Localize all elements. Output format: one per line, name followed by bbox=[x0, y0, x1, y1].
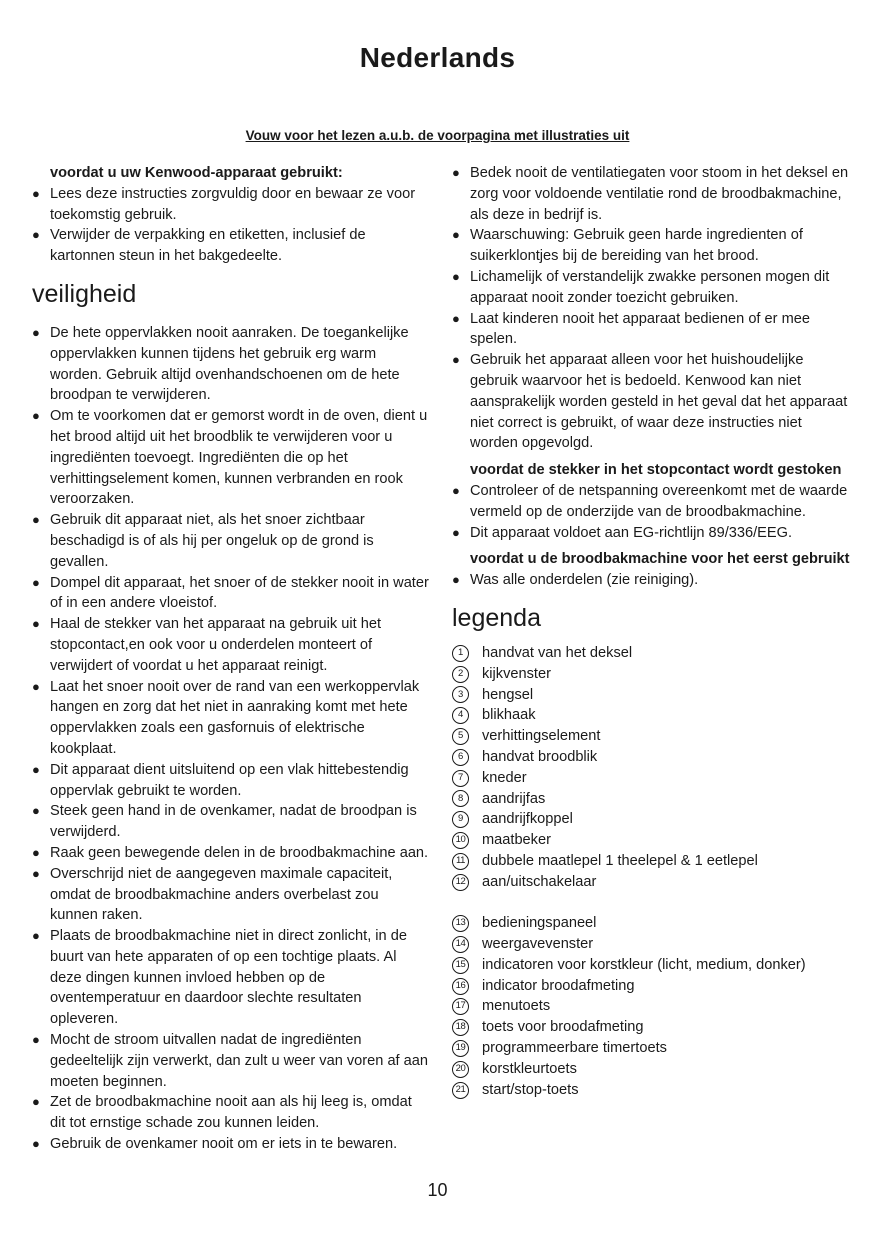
legend-number: 18 bbox=[452, 1019, 469, 1036]
list-item: ● Haal de stekker van het apparaat na gebruik uit het stopcontact,en ook voor u onderdelen monteert of verwijdert of voordat u het apparaat reinigt. bbox=[32, 614, 430, 676]
legend-label: maatbeker bbox=[482, 832, 551, 849]
legend-item bbox=[452, 955, 850, 976]
list-item: ● Raak geen bewegende delen in de broodbakmachine aan. bbox=[32, 843, 430, 864]
legend-number: 4 bbox=[452, 707, 469, 724]
legend-number: 1 bbox=[452, 645, 469, 662]
legend-number: 14 bbox=[452, 936, 469, 953]
legend-label: start/stop-toets bbox=[482, 1081, 579, 1098]
list-item: ● Om te voorkomen dat er gemorst wordt in de oven, dient u het brood altijd uit het broodblik te verwijderen voor u ingrediënten toevoegt. Ingrediënten die op het verhittingselement komen, kunnen verbranden en rook veroorzaken. bbox=[32, 406, 430, 510]
legend-number: 16 bbox=[452, 978, 469, 995]
legend-item bbox=[452, 996, 850, 1017]
before-use-list bbox=[32, 184, 430, 267]
list-item: ● Dit apparaat voldoet aan EG-richtlijn 89/336/EEG. bbox=[452, 523, 850, 544]
left-column bbox=[32, 163, 430, 1155]
legend-item bbox=[452, 830, 850, 851]
legend-label: indicatoren voor korstkleur (licht, medium, donker) bbox=[482, 956, 806, 973]
legend-number: 7 bbox=[452, 770, 469, 787]
legend-item bbox=[452, 809, 850, 830]
legend-number: 21 bbox=[452, 1082, 469, 1099]
first-use-heading: voordat u de broodbakmachine voor het eerst gebruikt bbox=[470, 551, 850, 568]
legend-item bbox=[452, 747, 850, 768]
legend-label: handvat van het deksel bbox=[482, 644, 633, 661]
legend-number: 12 bbox=[452, 874, 469, 891]
fold-note: Vouw voor het lezen a.u.b. de voorpagina met illustraties uit bbox=[245, 128, 630, 143]
list-item: ● Plaats de broodbakmachine niet in direct zonlicht, in de buurt van hete apparaten of op een tochtige plaats. Al deze dingen kunnen invloed hebben op de oventemperatuur en daardoor slechte resultaten opleveren. bbox=[32, 926, 430, 1030]
list-item: ● Gebruik de ovenkamer nooit om er iets in te bewaren. bbox=[32, 1134, 430, 1155]
legend-item bbox=[452, 934, 850, 955]
legend-number: 15 bbox=[452, 957, 469, 974]
legend-number: 20 bbox=[452, 1061, 469, 1078]
legend-label: bedieningspaneel bbox=[482, 915, 597, 932]
safety-list bbox=[32, 323, 430, 1155]
before-use-heading: voordat u uw Kenwood-apparaat gebruikt: bbox=[50, 165, 343, 181]
legend-label: verhittingselement bbox=[482, 728, 601, 745]
list-item: ● Lees deze instructies zorgvuldig door en bewaar ze voor toekomstig gebruik. bbox=[32, 184, 430, 226]
legend-number: 10 bbox=[452, 832, 469, 849]
legend-label: blikhaak bbox=[482, 707, 536, 724]
legend-item bbox=[452, 768, 850, 789]
legend-label: programmeerbare timertoets bbox=[482, 1040, 667, 1057]
legend-list bbox=[452, 643, 850, 1101]
legend-label: toets voor broodafmeting bbox=[482, 1019, 644, 1036]
legend-item bbox=[452, 643, 850, 664]
legend-label: kijkvenster bbox=[482, 665, 551, 682]
legend-item bbox=[452, 1080, 850, 1101]
plug-list bbox=[452, 481, 850, 543]
list-item: ● Mocht de stroom uitvallen nadat de ingrediënten gedeeltelijk zijn verwerkt, dan zult u weer van voren af aan moeten beginnen. bbox=[32, 1030, 430, 1092]
legend-label: aandrijfkoppel bbox=[482, 811, 573, 828]
safety-list-continued bbox=[452, 163, 850, 454]
list-item: ● Zet de broodbakmachine nooit aan als hij leeg is, omdat dit tot ernstige schade zou kunnen leiden. bbox=[32, 1092, 430, 1134]
legend-item bbox=[452, 913, 850, 934]
legend-number: 9 bbox=[452, 811, 469, 828]
list-item: ● Steek geen hand in de ovenkamer, nadat de broodpan is verwijderd. bbox=[32, 801, 430, 843]
page-number: 10 bbox=[427, 1180, 448, 1200]
first-use-list bbox=[452, 570, 850, 591]
plug-heading: voordat de stekker in het stopcontact wordt gestoken bbox=[470, 462, 842, 479]
right-column bbox=[452, 163, 850, 1100]
legend-label: aandrijfas bbox=[482, 790, 546, 807]
legend-label: kneder bbox=[482, 769, 527, 786]
legend-label: dubbele maatlepel 1 theelepel & 1 eetlepel bbox=[482, 852, 758, 869]
legend-number: 17 bbox=[452, 998, 469, 1015]
list-item: ● Dit apparaat dient uitsluitend op een vlak hittebestendig oppervlak gebruikt te worden. bbox=[32, 760, 430, 802]
list-item: ● Bedek nooit de ventilatiegaten voor stoom in het deksel en zorg voor voldoende ventilatie rond de broodbakmachine, als deze in bedrijf is. bbox=[452, 163, 850, 225]
list-item: ● Overschrijd niet de aangegeven maximale capaciteit, omdat de broodbakmachine anders overbelast zou kunnen raken. bbox=[32, 864, 430, 926]
legend-number: 2 bbox=[452, 666, 469, 683]
list-item: ● Was alle onderdelen (zie reiniging). bbox=[452, 570, 850, 591]
legend-label: indicator broodafmeting bbox=[482, 977, 635, 994]
list-item: ● Laat het snoer nooit over de rand van een werkoppervlak hangen en zorg dat het niet in aanraking komt met hete oppervlakken zoals een gasfornuis of elektrische kookplaat. bbox=[32, 677, 430, 760]
legend-item bbox=[452, 726, 850, 747]
legend-label: menutoets bbox=[482, 998, 551, 1015]
legend-number: 3 bbox=[452, 686, 469, 703]
legend-item bbox=[452, 685, 850, 706]
legend-item bbox=[452, 976, 850, 997]
legend-label: handvat broodblik bbox=[482, 748, 598, 765]
list-item: ● Gebruik dit apparaat niet, als het snoer zichtbaar beschadigd is of als hij per ongeluk op de grond is gevallen. bbox=[32, 510, 430, 572]
list-item: ● Gebruik het apparaat alleen voor het huishoudelijke gebruik waarvoor het is bedoeld. Kenwood kan niet aansprakelijk worden gesteld in het geval dat het apparaat niet correct is gebruikt, of waar deze instructies niet worden opgevolgd. bbox=[452, 350, 850, 454]
legend-item bbox=[452, 705, 850, 726]
legend-number: 11 bbox=[452, 853, 469, 870]
legend-number: 5 bbox=[452, 728, 469, 745]
legend-number: 6 bbox=[452, 749, 469, 766]
legend-number: 19 bbox=[452, 1040, 469, 1057]
legend-item bbox=[452, 1017, 850, 1038]
legend-item bbox=[452, 1038, 850, 1059]
legend-label: aan/uitschakelaar bbox=[482, 873, 597, 890]
legend-heading: legenda bbox=[452, 603, 541, 632]
page-title: Nederlands bbox=[359, 42, 516, 73]
list-item: ● Verwijder de verpakking en etiketten, inclusief de kartonnen steun in het bakgedeelte. bbox=[32, 225, 430, 267]
legend-item bbox=[452, 872, 850, 893]
legend-item bbox=[452, 664, 850, 685]
legend-item bbox=[452, 851, 850, 872]
legend-item bbox=[452, 1059, 850, 1080]
safety-heading: veiligheid bbox=[32, 279, 137, 308]
legend-number: 8 bbox=[452, 790, 469, 807]
list-item: ● De hete oppervlakken nooit aanraken. De toegankelijke oppervlakken kunnen tijdens het gebruik erg warm worden. Gebruik altijd ovenhandschoenen om de hete broodpan te verwijderen. bbox=[32, 323, 430, 406]
legend-label: hengsel bbox=[482, 686, 534, 703]
list-item: ● Lichamelijk of verstandelijk zwakke personen mogen dit apparaat nooit zonder toezicht gebruiken. bbox=[452, 267, 850, 309]
legend-label: korstkleurtoets bbox=[482, 1060, 577, 1077]
list-item: ● Dompel dit apparaat, het snoer of de stekker nooit in water of in een andere vloeistof. bbox=[32, 573, 430, 615]
list-item: ● Laat kinderen nooit het apparaat bedienen of er mee spelen. bbox=[452, 309, 850, 351]
legend-item bbox=[452, 789, 850, 810]
list-item: ● Waarschuwing: Gebruik geen harde ingredienten of suikerklontjes bij de bereiding van het brood. bbox=[452, 225, 850, 267]
legend-number: 13 bbox=[452, 915, 469, 932]
legend-label: weergavevenster bbox=[482, 936, 594, 953]
list-item: ● Controleer of de netspanning overeenkomt met de waarde vermeld op de onderzijde van de broodbakmachine. bbox=[452, 481, 850, 523]
